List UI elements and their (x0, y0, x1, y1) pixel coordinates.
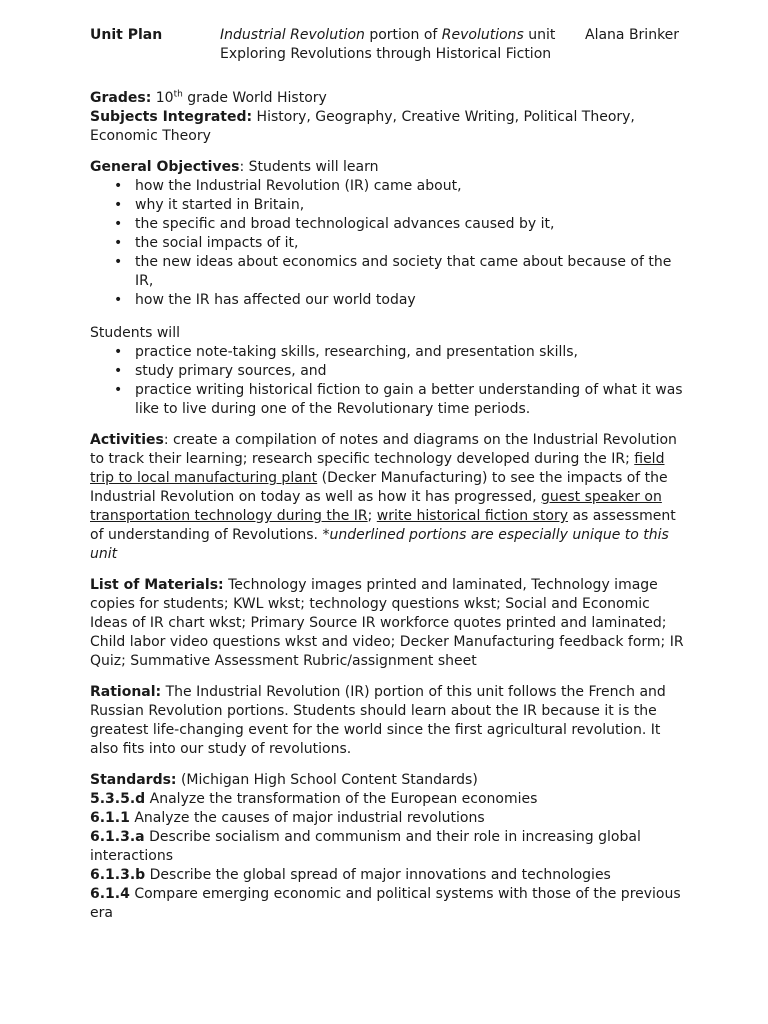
rational-paragraph (90, 683, 690, 759)
activity-field-trip: field trip to local manufacturing plant (90, 451, 665, 486)
materials-paragraph (90, 576, 690, 671)
grades-value-pre: 10 (151, 90, 174, 106)
objectives-list (90, 177, 690, 310)
list-item: • how the Industrial Revolution (IR) came about, (90, 177, 690, 196)
document-page (90, 26, 690, 923)
topic-mid: portion of (364, 27, 442, 43)
objectives-intro: : Students will learn (239, 159, 379, 175)
standard-text: Describe socialism and communism and their role in increasing global interactions (90, 829, 641, 864)
standard-code: 6.1.4 (90, 886, 130, 902)
grades-value-sup: th (173, 89, 183, 100)
standard-code: 6.1.3.a (90, 829, 145, 845)
standards-intro: (Michigan High School Content Standards) (176, 772, 478, 788)
list-item: • study primary sources, and (90, 362, 690, 381)
activity-fiction-story: write historical fiction story (376, 508, 568, 524)
standard-item (90, 790, 690, 809)
topic-end: unit (523, 27, 556, 43)
list-item: • the new ideas about economics and society that came about because of the IR, (90, 253, 690, 291)
activities-label: Activities (90, 432, 164, 448)
grades-label: Grades: (90, 90, 152, 106)
activities-text-3: ; (367, 508, 377, 524)
objectives-heading (90, 158, 690, 177)
grades-value-post: grade World History (182, 90, 327, 106)
standard-text: Analyze the causes of major industrial revolutions (129, 810, 485, 826)
standard-text: Describe the global spread of major innovations and technologies (145, 867, 611, 883)
materials-label: List of Materials: (90, 577, 224, 593)
standards-heading (90, 771, 690, 790)
unit-subtitle: Exploring Revolutions through Historical Fiction (220, 46, 552, 62)
list-item: • how the IR has affected our world today (90, 291, 690, 310)
rational-value: The Industrial Revolution (IR) portion of this unit follows the French and Russian Revolution portions. Students should learn about the IR because it is the greatest life-changing event for the world since the first agricultural revolution. It also fits into our study of revolutions. (90, 684, 666, 757)
materials-value: Technology images printed and laminated, Technology image copies for students; KWL wkst; technology questions wkst; Social and Economic Ideas of IR chart wkst; Primary Source IR workforce quotes printed and laminated; Child labor video questions wkst and video; Decker Manufacturing feedback form; IR Quiz; Summative Assessment Rubric/assignment sheet (90, 577, 684, 669)
document-header (90, 26, 690, 64)
standard-code: 6.1.3.b (90, 867, 146, 883)
activities-note: *underlined portions are especially unique to this unit (90, 527, 669, 562)
standard-item (90, 809, 690, 828)
rational-label: Rational: (90, 684, 162, 700)
list-item: • practice writing historical fiction to gain a better understanding of what it was like to live during one of the Revolutionary time periods. (90, 381, 690, 419)
standard-text: Analyze the transformation of the European economies (145, 791, 538, 807)
activities-text-1: : create a compilation of notes and diagrams on the Industrial Revolution to track their learning; research specific technology developed during the IR; (90, 432, 677, 467)
standards-label: Standards: (90, 772, 177, 788)
unit-topic (220, 26, 555, 45)
standard-item (90, 828, 690, 866)
topic-italic-2: Revolutions (441, 27, 524, 43)
activity-guest-speaker: guest speaker on transportation technology during the IR (90, 489, 662, 524)
list-item: • the specific and broad technological advances caused by it, (90, 215, 690, 234)
objectives-label: General Objectives (90, 159, 240, 175)
activities-paragraph (90, 431, 690, 564)
topic-italic-1: Industrial Revolution (220, 27, 365, 43)
author-name: Alana Brinker (585, 27, 680, 43)
list-item: • practice note-taking skills, researching, and presentation skills, (90, 343, 690, 362)
standard-text: Compare emerging economic and political systems with those of the previous era (90, 886, 681, 921)
subjects-line (90, 108, 690, 146)
doc-title: Unit Plan (90, 27, 163, 43)
activities-text-2: (Decker Manufacturing) to see the impacts of the Industrial Revolution on today as well as how it has progressed, (90, 470, 668, 505)
grades-line (90, 89, 690, 108)
activities-text-4: as assessment of understanding of Revolutions. (90, 508, 676, 543)
students-will-list (90, 343, 690, 419)
subjects-value: History, Geography, Creative Writing, Political Theory, Economic Theory (90, 109, 635, 144)
standard-code: 5.3.5.d (90, 791, 146, 807)
standard-code: 6.1.1 (90, 810, 130, 826)
standard-item (90, 885, 690, 923)
list-item: • why it started in Britain, (90, 196, 690, 215)
subjects-label: Subjects Integrated: (90, 109, 253, 125)
students-will-intro: Students will (90, 325, 180, 341)
standard-item (90, 866, 690, 885)
list-item: • the social impacts of it, (90, 234, 690, 253)
